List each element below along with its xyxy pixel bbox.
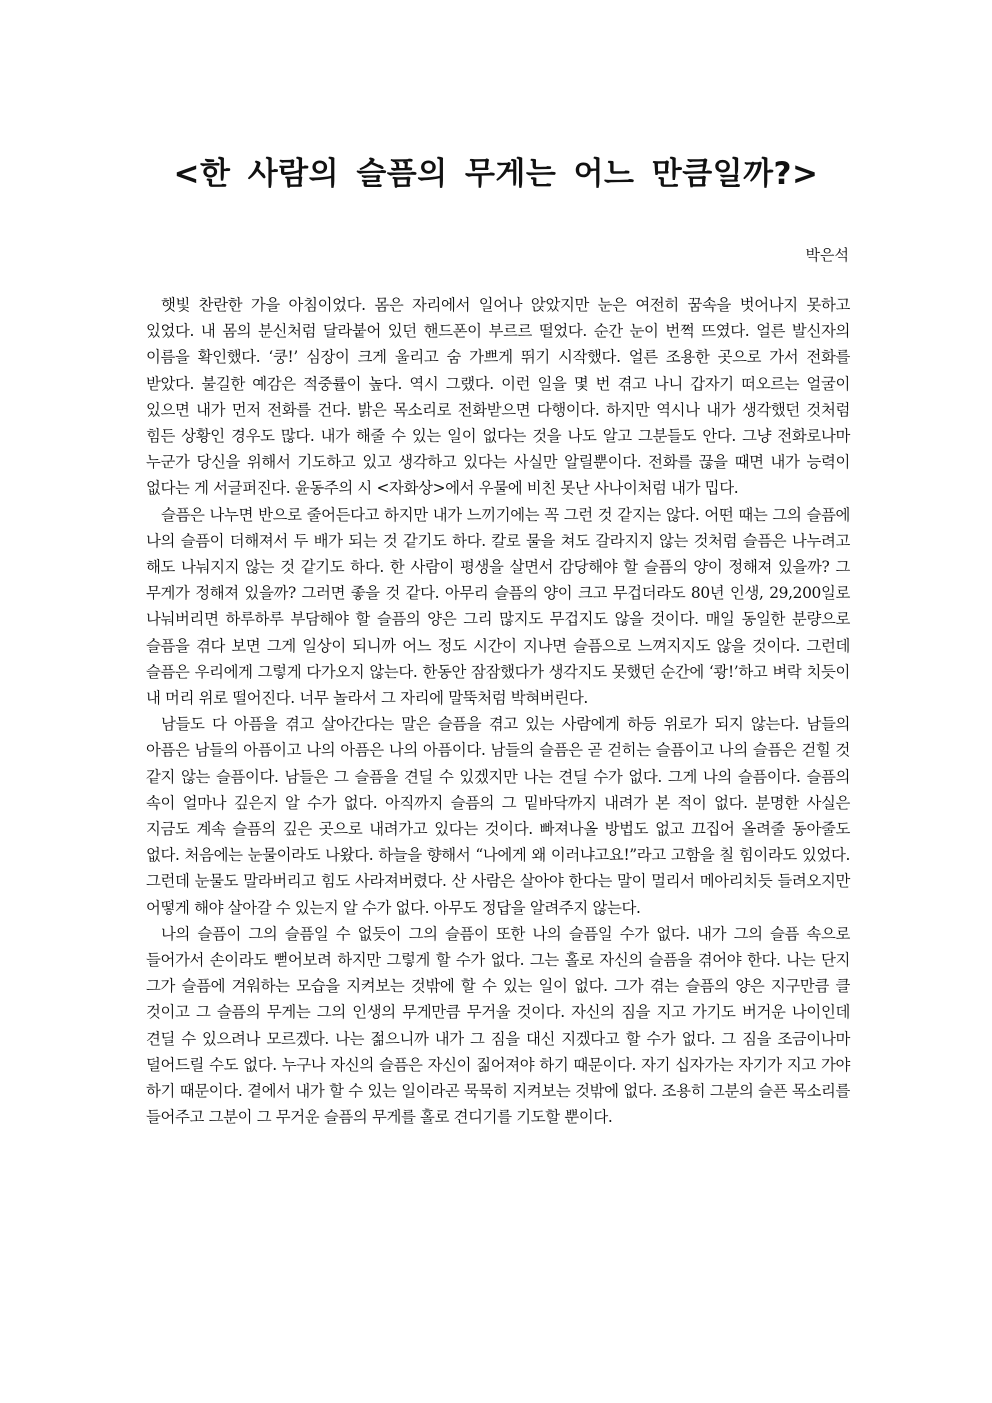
paragraph-4: 나의 슬픔이 그의 슬픔일 수 없듯이 그의 슬픔이 또한 나의 슬픔일 수가 없다. 내가 그의 슬픔 속으로 들어가서 손이라도 뻗어보려 하지만 그렇게 할 수가 없다. 그는 홀로 자신의 슬픔을 겪어야 한다. 나는 단지 그가 슬픔에 겨워하는 모습을 지켜보는 것밖에 할 수 있는 일이 없다. 그가 겪는 슬픔의 양은 지구만큼 클 것이고 그 슬픔의 무게는 그의 인생의 무게만큼 무거울 것이다. 자신의 짐을 지고 가기도 버거운 나이인데 견딜 수 있으려나 모르겠다. 나는 젊으니까 내가 그 짐을 대신 지겠다고 할 수가 없다. 그 짐을 조금이나마 덜어드릴 수도 없다. 누구나 자신의 슬픔은 자신이 짊어져야 하기 때문이다. 자기 십자가는 자기가 지고 가야 하기 때문이다. 곁에서 내가 할 수 있는 일이라곤 묵묵히 지켜보는 것밖에 없다. 조용히 그분의 슬픈 목소리를 들어주고 그분이 그 무거운 슬픔의 무게를 홀로 견디기를 기도할 뿐이다. (146, 924, 850, 1127)
paragraph-1: 햇빛 찬란한 가을 아침이었다. 몸은 자리에서 일어나 앉았지만 눈은 여전히 꿈속을 벗어나지 못하고 있었다. 내 몸의 분신처럼 달라붙어 있던 핸드폰이 부르르 떨었다. 순간 눈이 번쩍 뜨였다. 얼른 발신자의 이름을 확인했다. ‘쿵!’ 심장이 크게 울리고 숨 가쁘게 뛰기 시작했다. 얼른 조용한 곳으로 가서 전화를 받았다. 불길한 예감은 적중률이 높다. 역시 그랬다. 이런 일을 몇 번 겪고 나니 갑자기 떠오르는 얼굴이 있으면 내가 먼저 전화를 건다. 밝은 목소리로 전화받으면 다행이다. 하지만 역시나 내가 생각했던 것처럼 힘든 상황인 경우도 많다. 내가 해줄 수 있는 일이 없다는 것을 나도 알고 그분들도 안다. 그냥 전화로나마 누군가 당신을 위해서 기도하고 있고 생각하고 있다는 사실만 알릴뿐이다. 전화를 끊을 때면 내가 능력이 없다는 게 서글퍼진다. 윤동주의 시 <자화상>에서 우물에 비친 못난 사나이처럼 내가 밉다. (146, 296, 850, 498)
document-title: <한 사람의 슬픔의 무게는 어느 만큼일까?> (173, 156, 819, 192)
essay-body (146, 292, 850, 1131)
paragraph-2: 슬픔은 나누면 반으로 줄어든다고 하지만 내가 느끼기에는 꼭 그런 것 같지는 않다. 어떤 때는 그의 슬픔에 나의 슬픔이 더해져서 두 배가 되는 것 같기도 하다. 칼로 물을 쳐도 갈라지지 않는 것처럼 슬픔은 나누려고 해도 나눠지지 않는 것 같기도 하다. 한 사람이 평생을 살면서 감당해야 할 슬픔의 양이 정해져 있을까? 그 무게가 정해져 있을까? 그러면 좋을 것 같다. 아무리 슬픔의 양이 크고 무겁더라도 80년 인생, 29,200일로 나눠버리면 하루하루 부담해야 할 슬픔의 양은 그리 많지도 무겁지도 않을 것이다. 매일 동일한 분량으로 슬픔을 겪다 보면 그게 일상이 되니까 어느 정도 시간이 지나면 슬픔으로 느껴지지도 않을 것이다. 그런데 슬픔은 우리에게 그렇게 다가오지 않는다. 한동안 잠잠했다가 생각지도 못했던 순간에 ‘쾅!’하고 벼락 치듯이 내 머리 위로 떨어진다. 너무 놀라서 그 자리에 말뚝처럼 박혀버린다. (146, 505, 850, 708)
paragraph-3: 남들도 다 아픔을 겪고 살아간다는 말은 슬픔을 겪고 있는 사람에게 하등 위로가 되지 않는다. 남들의 아픔은 남들의 아픔이고 나의 아픔은 나의 아픔이다. 남들의 슬픔은 곧 걷히는 슬픔이고 나의 슬픔은 걷힐 것 같지 않는 슬픔이다. 남들은 그 슬픔을 견딜 수 있겠지만 나는 견딜 수가 없다. 그게 나의 슬픔이다. 슬픔의 속이 얼마나 깊은지 알 수가 없다. 아직까지 슬픔의 그 밑바닥까지 내려가 본 적이 없다. 분명한 사실은 지금도 계속 슬픔의 깊은 곳으로 내려가고 있다는 것이다. 빠져나올 방법도 없고 끄집어 올려줄 동아줄도 없다. 처음에는 눈물이라도 나왔다. 하늘을 향해서 “나에게 왜 이러냐고요!”라고 고함을 칠 힘이라도 있었다. 그런데 눈물도 말라버리고 힘도 사라져버렸다. 산 사람은 살아야 한다는 말이 멀리서 메아리치듯 들려오지만 어떻게 해야 살아갈 수 있는지 알 수가 없다. 아무도 정답을 알려주지 않는다. (146, 715, 850, 917)
author-name: 박은석 (805, 246, 849, 264)
